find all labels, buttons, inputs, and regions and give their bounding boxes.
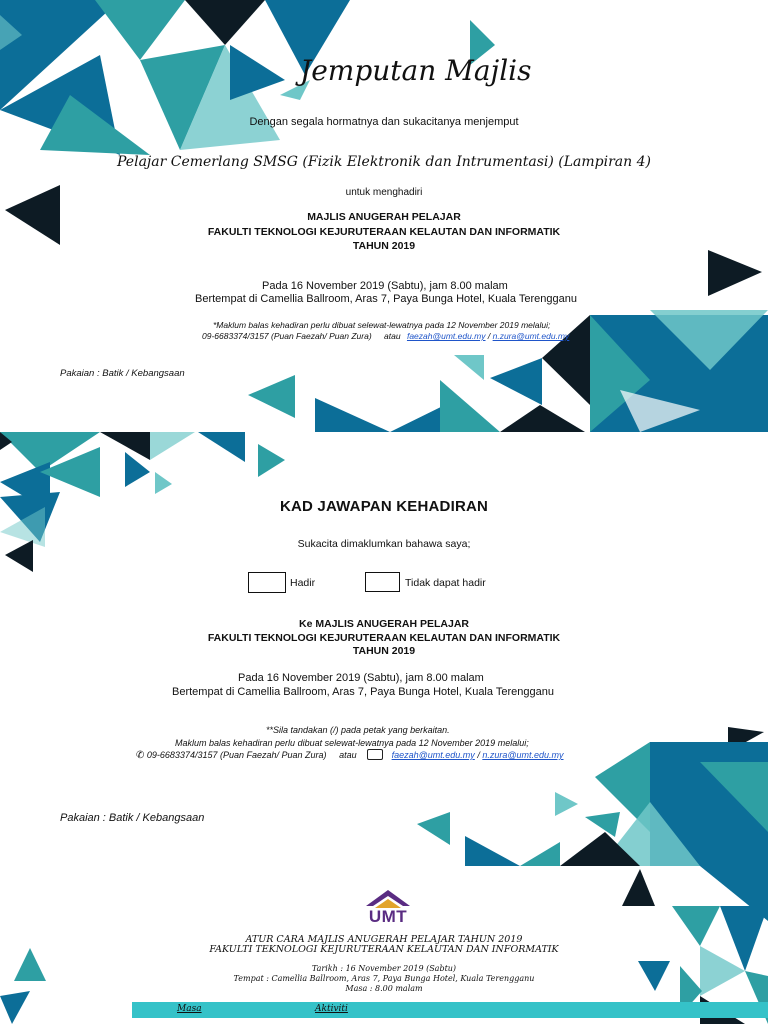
reply-contact-line <box>136 749 564 761</box>
reply-email-link-faezah[interactable]: faezah@umt.edu.my <box>391 750 475 760</box>
reply-event-line2: FAKULTI TEKNOLOGI KEJURUTERAAN KELAUTAN DAN INFORMATIK <box>207 632 561 644</box>
column-header-time: Masa <box>177 1004 202 1014</box>
reply-card <box>0 432 768 866</box>
invitation-card <box>0 0 768 432</box>
rsvp-note: *Maklum balas kehadiran perlu dibuat selewat-lewatnya pada 12 November 2019 melalui; <box>213 320 551 330</box>
program-time: Masa : 8.00 malam <box>345 984 423 993</box>
email-separator: / <box>485 331 493 341</box>
email-link-faezah[interactable]: faezah@umt.edu.my <box>406 331 486 341</box>
email-link-zura[interactable]: n.zura@umt.edu.my <box>492 331 570 341</box>
event-date: Pada 16 November 2019 (Sabtu), jam 8.00 malam <box>262 280 508 292</box>
invitee-name: Pelajar Cemerlang SMSG (Fizik Elektronik dan Intrumentasi) (Lampiran 4) <box>117 154 651 170</box>
reply-title: KAD JAWAPAN KEHADIRAN <box>279 498 489 515</box>
schedule-table-header <box>132 1002 768 1018</box>
reply-event-date: Pada 16 November 2019 (Sabtu), jam 8.00 malam <box>238 672 484 684</box>
event-venue: Bertempat di Camellia Ballroom, Aras 7, Paya Bunga Hotel, Kuala Terengganu <box>195 293 577 305</box>
reply-email-link-zura[interactable]: n.zura@umt.edu.my <box>482 750 564 760</box>
contact-line <box>202 331 569 341</box>
attend-checkbox[interactable] <box>248 572 286 593</box>
logo-text: UMT <box>368 907 408 926</box>
contact-phone: 09-6683374/3157 (Puan Faezah/ Puan Zura) <box>202 331 372 341</box>
program-date: Tarikh : 16 November 2019 (Sabtu) <box>311 964 457 973</box>
dress-code: Pakaian : Batik / Kebangsaan <box>60 368 185 379</box>
reply-dress-code: Pakaian : Batik / Kebangsaan <box>60 812 205 824</box>
absent-label: Tidak dapat hadir <box>405 577 486 589</box>
invitation-title: Jemputan Majlis <box>300 54 532 87</box>
program-title-line1: ATUR CARA MAJLIS ANUGERAH PELAJAR TAHUN 2019 <box>245 934 523 945</box>
reply-event-venue: Bertempat di Camellia Ballroom, Aras 7, Paya Bunga Hotel, Kuala Terengganu <box>172 686 554 698</box>
attend-label: Hadir <box>290 577 316 589</box>
intro-text: Dengan segala hormatnya dan sukacitanya menjemput <box>249 116 519 128</box>
phone-icon: ✆ <box>136 750 145 761</box>
tick-note: **Sila tandakan (/) pada petak yang berkaitan. <box>266 725 450 735</box>
umt-logo <box>363 888 413 928</box>
program-venue: Tempat : Camellia Ballroom, Aras 7, Paya Bunga Hotel, Kuala Terengganu <box>233 974 535 983</box>
to-attend-text: untuk menghadiri <box>345 187 423 198</box>
reply-contact-or: atau <box>339 750 357 760</box>
reply-rsvp-note: Maklum balas kehadiran perlu dibuat selewat-lewatnya pada 12 November 2019 melalui; <box>175 738 529 748</box>
program-title-line2: FAKULTI TEKNOLOGI KEJURUTERAAN KELAUTAN DAN INFORMATIK <box>209 944 559 955</box>
event-name-line1: MAJLIS ANUGERAH PELAJAR <box>307 211 461 223</box>
reply-email-separator: / <box>474 750 483 760</box>
absent-checkbox[interactable] <box>365 572 400 592</box>
program-card <box>0 866 768 1024</box>
column-header-activity: Aktiviti <box>315 1004 348 1014</box>
event-name-line2: FAKULTI TEKNOLOGI KEJURUTERAAN KELAUTAN DAN INFORMATIK <box>207 226 561 238</box>
reply-contact-phone: 09-6683374/3157 (Puan Faezah/ Puan Zura) <box>146 750 327 760</box>
contact-or: atau <box>384 331 401 341</box>
reply-event-line3: TAHUN 2019 <box>352 645 416 657</box>
reply-statement: Sukacita dimaklumkan bahawa saya; <box>297 538 471 550</box>
mail-icon <box>367 749 383 760</box>
event-name-line3: TAHUN 2019 <box>352 240 416 252</box>
reply-event-line1: Ke MAJLIS ANUGERAH PELAJAR <box>299 618 469 630</box>
